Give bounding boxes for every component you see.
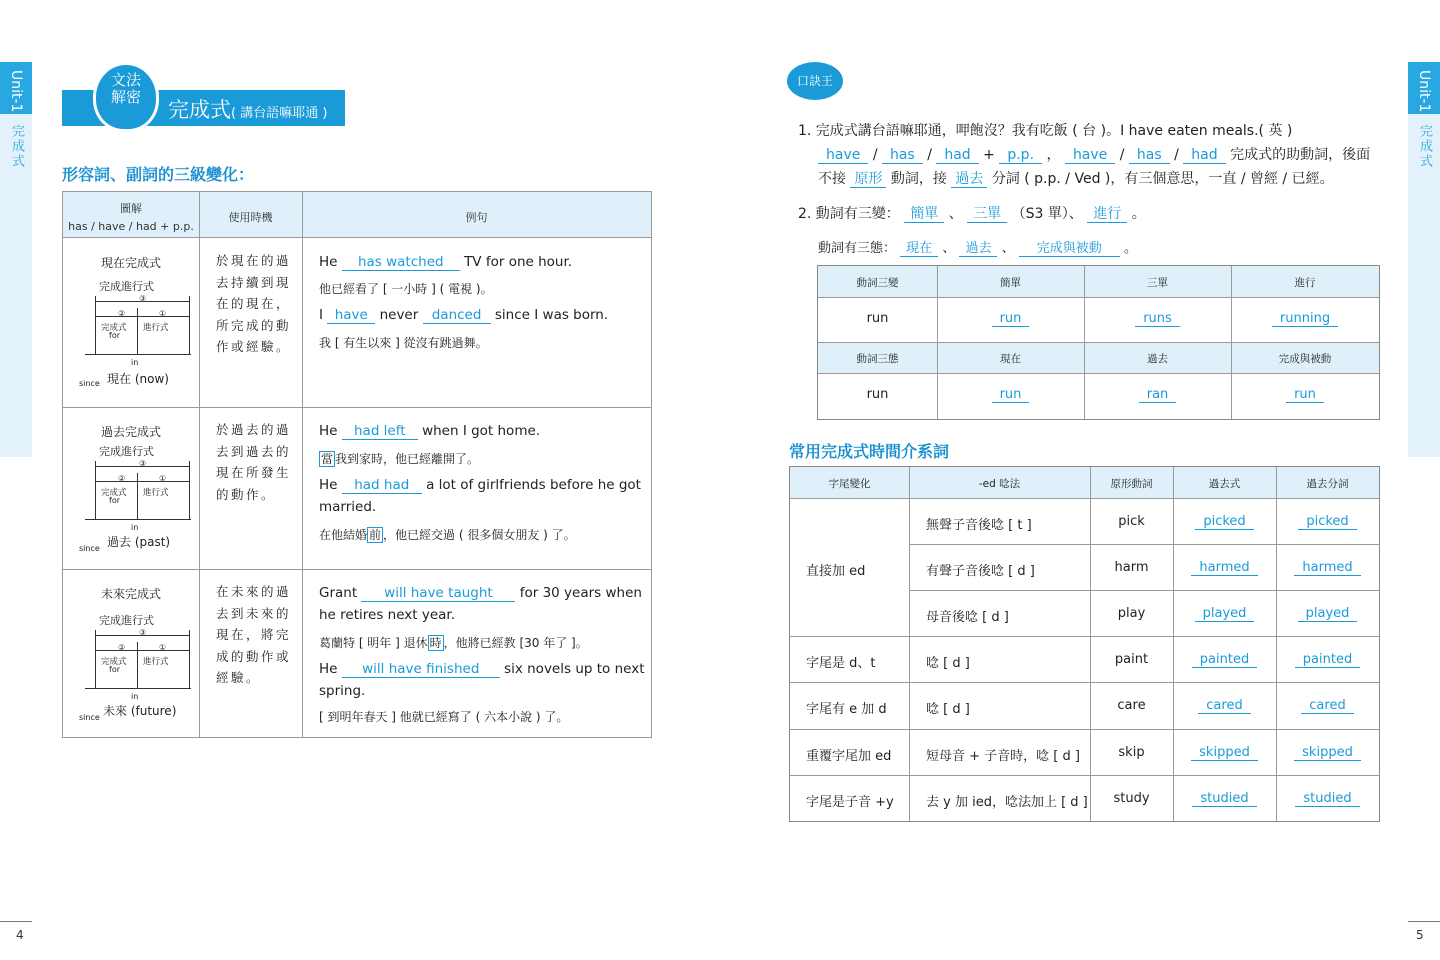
verb-cell: ran [1084,387,1231,403]
ed-forms-table [789,466,1380,822]
ed-past: studied [1173,791,1276,807]
ed-pp: played [1276,606,1379,622]
ed-pp: cared [1276,698,1379,714]
ed-group-rule: 直接加 ed [806,564,866,579]
ed-past: cared [1173,698,1276,714]
ed-base: play [1117,606,1146,621]
verb-header-3: 三單 [1147,277,1168,289]
verb-cell: run [937,387,1084,403]
ed-sound: 無聲子音後唸 [ t ] [926,518,1032,533]
row2-example2-cont: married. [319,499,377,515]
row3-example2-cont: spring. [319,683,366,699]
ed-header-4: 過去式 [1208,478,1241,490]
row1-translation2: 我 [ 有生以來 ] 從沒有跳過舞。 [319,336,488,350]
row3-example2: He will have finished six novels up to next [319,661,645,677]
verb-cell: run [1231,387,1379,403]
row2-timeline-diagram: 完成進行式 ③ ② ① 完成式 for 進行式 in since 過去 (past) [73,443,193,568]
ed-rule: 字尾有 e 加 d [806,702,887,717]
tense-table [62,191,652,738]
ed-past: picked [1173,514,1276,530]
ed-pp: skipped [1276,745,1379,761]
ed-header-2: -ed 唸法 [978,478,1021,490]
verb-header-1: 動詞三變 [856,277,899,289]
left-page-number: 4 [16,928,24,942]
header-diagram: 圖解 has / have / had + p.p. [68,202,194,233]
ed-pp: painted [1276,652,1379,668]
verb-header-7: 過去 [1147,353,1168,365]
row2-translation2: 在他結婚 前 ，他已經交過 ( 很多個女朋友 ) 了。 [319,528,576,542]
point1-line2: have / has / had + p.p. ， have / has / had 完成式的助動詞，後面 [818,144,1370,164]
verb-cell: run [937,311,1084,327]
ed-sound: 唸 [ d ] [926,656,970,671]
row3-timeline-diagram: 完成進行式 ③ ② ① 完成式 for 進行式 in since 未來 (future) [73,612,193,737]
ed-sound: 去 y 加 ied，唸法加上 [ d ] [926,795,1088,810]
row2-tense: 過去完成式 [100,425,161,439]
left-unit-label: Unit-1 [0,62,32,114]
ed-sound: 有聲子音後唸 [ d ] [926,564,1035,579]
verb-header-5: 動詞三態 [856,353,899,365]
row1-usage: 於現在的過去持續到現在的現在，所完成的動作或經驗。 [216,253,292,354]
ed-base: paint [1114,652,1149,667]
row2-example2: He had had a lot of girlfriends before he got [319,477,641,493]
verb-header-4: 進行 [1294,277,1316,289]
right-section-title: 常用完成式時間介系詞 [789,442,950,461]
row1-example1: He has watched TV for one hour. [319,254,573,270]
row2-translation1: 當 我到家時，他已經離開了。 [321,452,480,466]
right-side-tab [1408,62,1440,457]
row1-example2: I have never danced since I was born. [319,307,609,323]
row1-translation1: 他已經看了 [ 一小時 ] ( 電視 )。 [319,282,493,296]
row3-translation1: 葛蘭特 [ 明年 ] 退休 時 ，他將已經教 [30 年了 ]。 [319,636,588,650]
header-usage: 使用時機 [228,211,273,224]
verb-header-2: 簡單 [1000,277,1021,289]
header-example: 例句 [465,211,488,224]
row3-example1: Grant will have taught for 30 years when [319,585,642,601]
ed-rule: 字尾是 d、t [806,656,876,671]
right-page-number: 5 [1416,928,1424,942]
ed-base: harm [1114,560,1149,575]
row1-timeline-diagram: 完成進行式 ③ ② ① 完成式 for 進行式 in since 現在 (now) [73,278,193,403]
row3-tense: 未來完成式 [100,587,161,601]
ed-rule: 字尾是子音 +y [806,795,894,810]
ed-rule: 重覆字尾加 ed [806,749,892,764]
verb-cell: run [866,311,889,326]
ed-sound: 短母音 + 子音時，唸 [ d ] [926,749,1080,764]
row2-example1: He had left when I got home. [319,423,541,439]
row3-usage: 在未來的過去到未來的現在，將完成的動作或經驗。 [216,584,292,685]
verb-cell: run [866,387,889,402]
ed-base: care [1117,698,1146,713]
ed-header-1: 字尾變化 [828,478,871,490]
ed-header-3: 原形動詞 [1110,478,1153,490]
ed-past: painted [1173,652,1276,668]
point1-line1: 1. 完成式講台語嘛耶通，呷飽沒？我有吃飯 ( 台 )。I have eaten meals.( 英 ) [798,123,1293,139]
row3-translation2: [ 到明年春天 ] 他就已經寫了 ( 六本小說 ) 了。 [319,710,569,724]
ed-pp: picked [1276,514,1379,530]
ed-base: pick [1118,514,1145,529]
row2-usage: 於過去的過去到過去的現在所發生的動作。 [216,422,292,502]
right-section-label: 完成式 [1417,124,1432,169]
left-section-title: 形容詞、副詞的三級變化： [62,165,255,184]
cloud-badge-label: 文法 解密 [110,71,141,106]
ed-sound: 母音後唸 [ d ] [926,610,1009,625]
row1-tense: 現在完成式 [100,256,161,270]
verb-header-6: 現在 [1000,353,1021,365]
ed-past: harmed [1173,560,1276,576]
ed-sound: 唸 [ d ] [926,702,970,717]
page-title: 完成式( 講台語嘛耶通 ) [168,98,328,122]
verb-header-8: 完成與被動 [1278,353,1332,365]
ed-past: skipped [1173,745,1276,761]
left-side-tab [0,62,32,457]
ed-base: skip [1118,745,1145,760]
ed-past: played [1173,606,1276,622]
point2-line1: 2. 動詞有三變： 簡單 、 三單 （S3 單）、 進行 。 [798,206,1146,222]
ed-pp: studied [1276,791,1379,807]
verb-cell: running [1231,311,1379,327]
verb-forms-table [817,265,1380,420]
left-section-label: 完成式 [9,124,24,169]
point2-line2: 動詞有三態： 現在 、 過去 、 完成與被動 。 [818,241,1137,256]
row3-example1-cont: he retires next year. [319,607,456,623]
ed-header-5: 過去分詞 [1306,478,1349,490]
right-unit-label: Unit-1 [1408,62,1440,114]
ed-base: study [1113,791,1150,806]
point1-line3: 不接 原形 動詞，接 過去 分詞 ( p.p. / Ved )，有三個意思，一直 / 曾經 / 已經。 [818,171,1334,187]
verb-cell: runs [1084,311,1231,327]
ed-pp: harmed [1276,560,1379,576]
tip-badge: 口訣王 [787,62,843,100]
